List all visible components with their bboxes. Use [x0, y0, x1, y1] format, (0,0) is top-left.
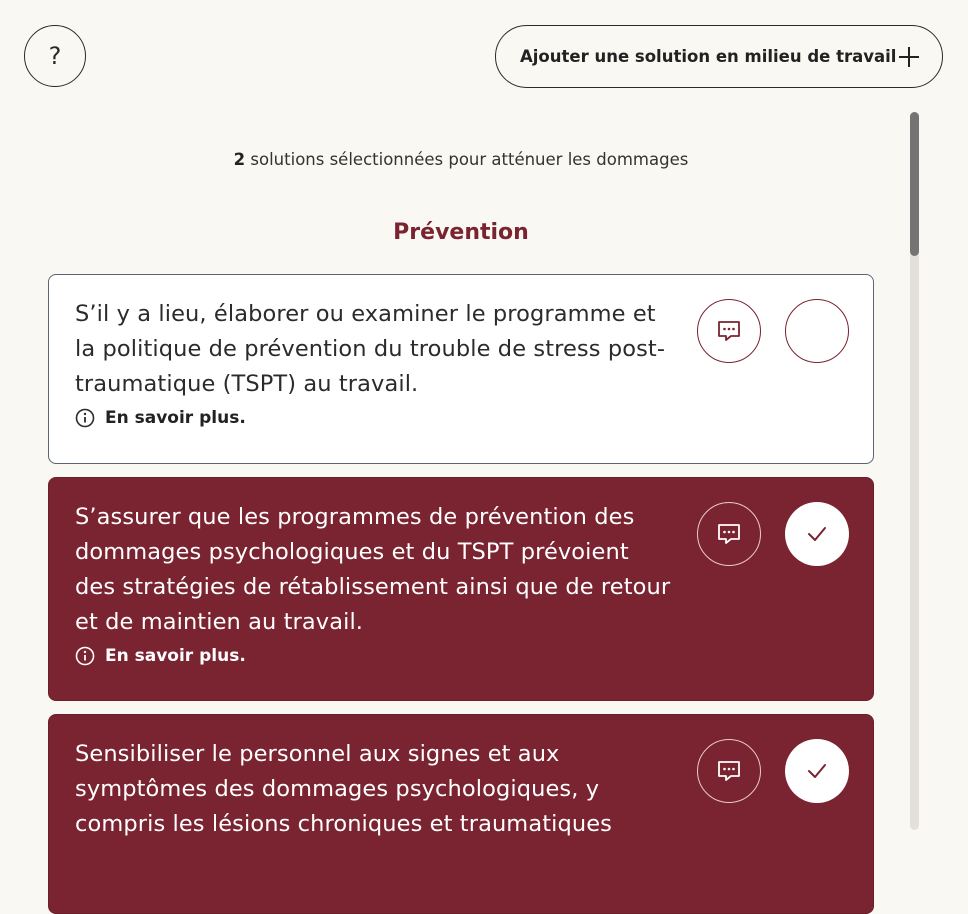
- add-workplace-solution-button[interactable]: [495, 25, 943, 88]
- solution-text: Sensibiliser le personnel aux signes et aux symptômes des dommages psychologiques, y compris les lésions chroniques et traumatiques: [75, 741, 612, 837]
- help-button[interactable]: [24, 25, 86, 87]
- add-button-label: Ajouter une solution en milieu de travail: [520, 47, 897, 66]
- comment-icon: [716, 758, 742, 784]
- selected-count: 2: [233, 150, 246, 169]
- comment-icon: [716, 521, 742, 547]
- learn-more-label: En savoir plus.: [105, 408, 246, 428]
- selection-summary: [48, 150, 874, 169]
- select-toggle[interactable]: [785, 502, 849, 566]
- select-toggle[interactable]: [785, 299, 849, 363]
- solution-text: S’assurer que les programmes de prévention des dommages psychologiques et du TSPT prévoient des stratégies de rétablissement ainsi que de retour et de maintien au travail.: [75, 504, 671, 635]
- check-icon: [804, 758, 830, 784]
- comment-button[interactable]: [697, 299, 761, 363]
- help-label: ?: [48, 42, 62, 70]
- plus-icon: [898, 46, 920, 68]
- comment-button[interactable]: [697, 502, 761, 566]
- info-icon: [75, 408, 95, 428]
- solution-card[interactable]: [48, 477, 874, 701]
- select-toggle[interactable]: [785, 739, 849, 803]
- solution-text: S’il y a lieu, élaborer ou examiner le programme et la politique de prévention du trouble de stress post-traumatique (TSPT) au travail.: [75, 301, 666, 397]
- solution-card[interactable]: [48, 274, 874, 464]
- check-icon: [804, 521, 830, 547]
- info-icon: [75, 646, 95, 666]
- solution-card[interactable]: [48, 714, 874, 914]
- section-title: Prévention: [393, 220, 529, 245]
- scrollbar[interactable]: [910, 112, 919, 830]
- comment-button[interactable]: [697, 739, 761, 803]
- learn-more-link[interactable]: [75, 408, 873, 428]
- scrollbar-thumb[interactable]: [910, 112, 919, 256]
- summary-text: solutions sélectionnées pour atténuer les dommages: [245, 150, 689, 169]
- learn-more-label: En savoir plus.: [105, 646, 246, 666]
- learn-more-link[interactable]: [75, 646, 873, 666]
- comment-icon: [716, 318, 742, 344]
